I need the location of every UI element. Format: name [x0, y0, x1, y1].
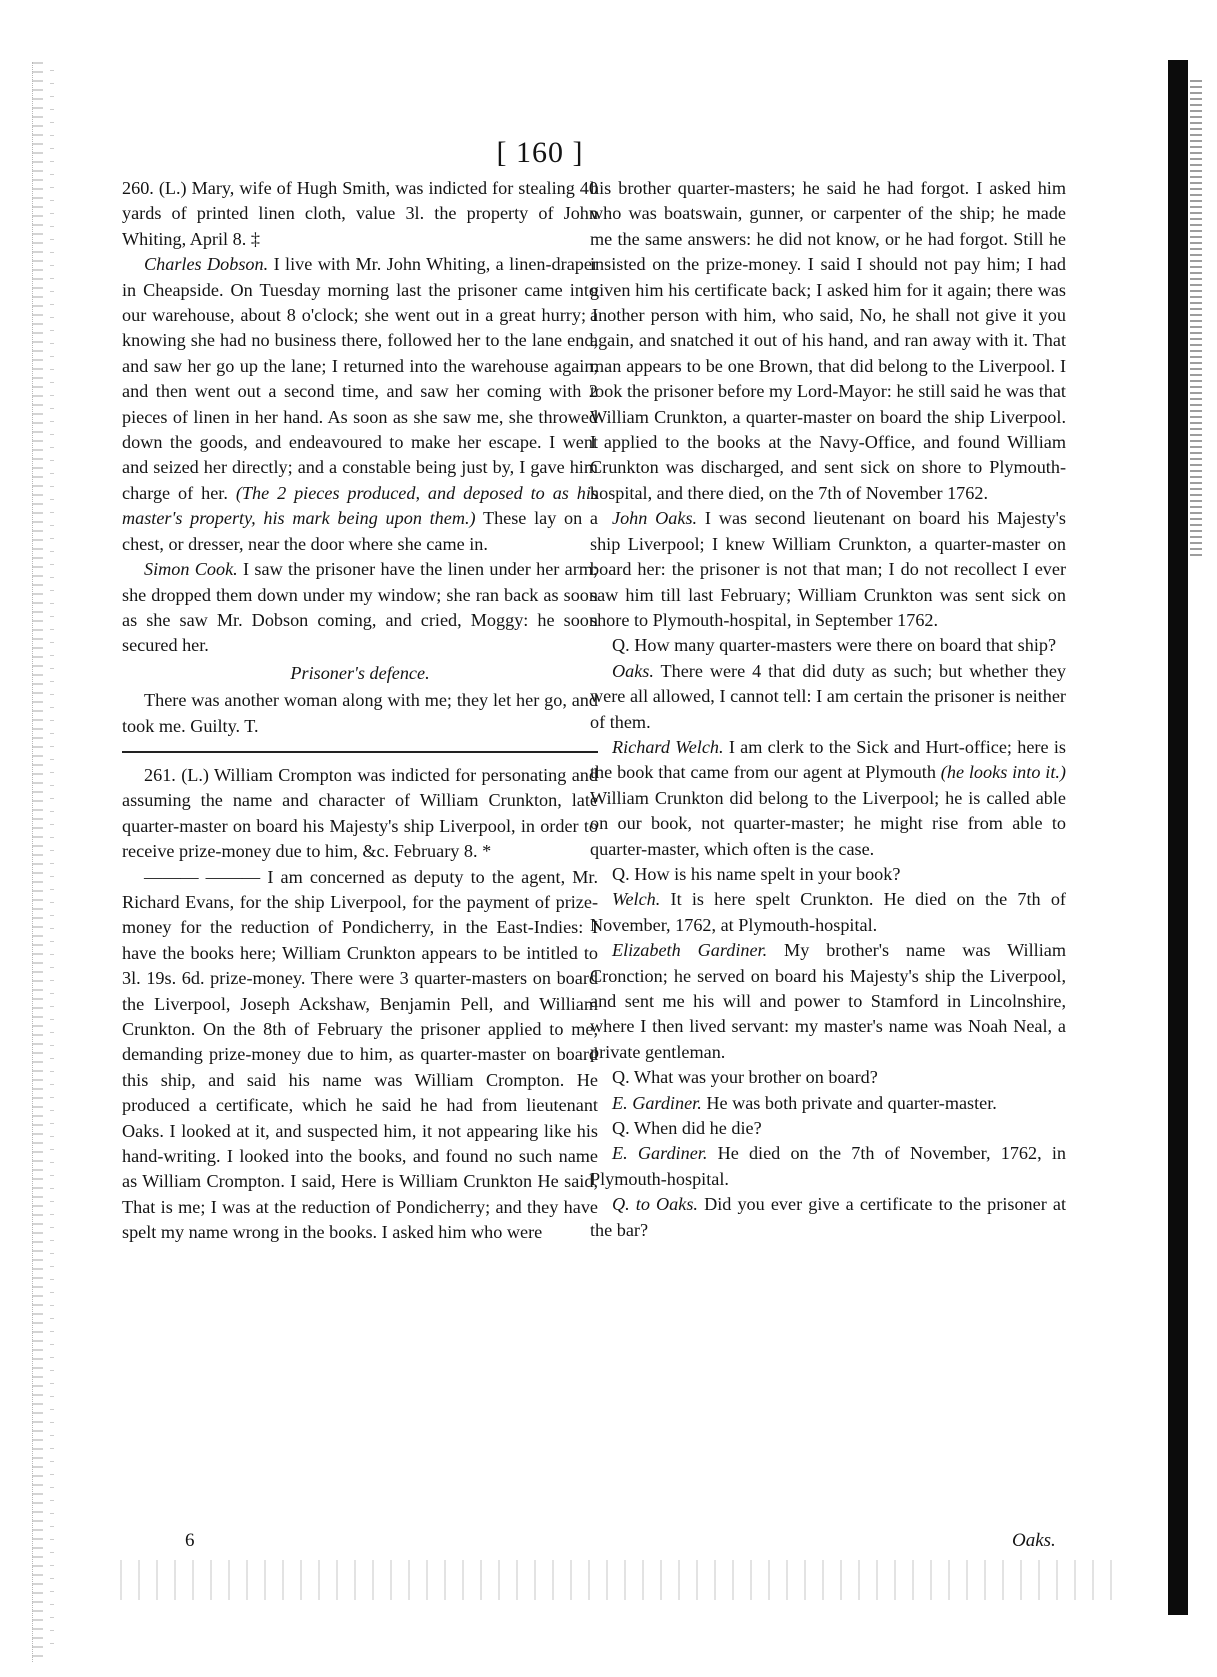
scan-gutter-noise [32, 62, 43, 1662]
defence-text: There was another woman along with me; they let her go, and took me. Guilty. T. [122, 690, 598, 736]
oaks-answer [590, 659, 1066, 735]
speaker-name: John Oaks. [612, 508, 698, 529]
welch-answer [590, 887, 1066, 938]
case-divider [122, 751, 598, 753]
catchword: Oaks. [1012, 1530, 1056, 1551]
scan-bottom-noise [120, 1560, 1120, 1600]
binding-shadow [1168, 60, 1188, 1615]
scan-gutter-noise-inner [50, 70, 54, 1650]
dobson-testimony [122, 252, 598, 557]
testimony-text: He was both private and quarter-master. [701, 1092, 997, 1113]
page-number: [ 160 ] [496, 136, 584, 169]
speaker-name: Richard Welch. [612, 736, 724, 757]
question [590, 1192, 1066, 1243]
case-260-intro: 260. (L.) Mary, wife of Hugh Smith, was indicted for stealing 40 yards of printed linen cloth, value 3l. the property of John Whiting, April 8. ‡ [122, 178, 598, 249]
speaker-name: E. Gardiner. [612, 1143, 708, 1164]
signature-mark: 6 [185, 1530, 195, 1551]
evans-testimony-cont: his brother quarter-masters; he said he had forgot. I asked him who was boatswain, gunner, or carpenter of the ship; he made me the same answers: he did not know, or he had forgot. Still he insisted on the prize-money. I said I should not pay him; I had given him his certificate back; I asked him for it again; there was another person with him, who said, No, he shall not give it you again, and snatched it out of his hand, and ran away with it. That man appears to be one Brown, that did belong to the Liverpool. I took the prisoner before my Lord-Mayor: he still said he was that William Crunkton, a quarter-master on board the ship Liverpool. I applied to the books at the Navy-Office, and found William Crunkton was discharged, and sent sick on shore to Plymouth-hospital, and there died, on the 7th of November 1762. [590, 178, 1066, 503]
speaker-name: E. Gardiner. [612, 1092, 702, 1113]
case-261-intro: 261. (L.) William Crompton was indicted for personating and assuming the name and character of William Crunkton, late quarter-master on board his Majesty's ship Liverpool, in order to receive prize-money due to him, &c. February 8. * [122, 764, 598, 862]
testimony-text: There were 4 that did duty as such; but whether they were all allowed, I cannot tell: I am certain the prisoner is neither of them. [590, 660, 1066, 732]
cook-testimony [122, 557, 598, 659]
court-aside: (The 2 pieces produced, and deposed to as his master's property, his mark being upon them.) [122, 482, 599, 529]
oaks-testimony [590, 506, 1066, 633]
testimony-text: He died on the 7th of November, 1762, in Plymouth-hospital. [590, 1143, 1066, 1189]
testimony-text: These lay on a chest, or dresser, near the door where she came in. [122, 508, 598, 554]
question-prefix: Q. to Oaks. [612, 1194, 698, 1215]
speaker-name: Oaks. [612, 660, 654, 681]
question: Q. How is his name spelt in your book? [612, 863, 901, 884]
defence-heading: Prisoner's defence. [290, 662, 430, 683]
speaker-name: Elizabeth Gardiner. [612, 940, 768, 961]
testimony-text: It is here spelt Crunkton. He died on the 7th of November, 1762, at Plymouth-hospital. [590, 889, 1066, 935]
question: Q. When did he die? [612, 1118, 762, 1139]
evans-testimony: ——— ——— I am concerned as deputy to the agent, Mr. Richard Evans, for the ship Liverpool, for the payment of prize-money for the reduction of Pondicherry, in the East-Indies: I have the books here; William Crunkton appears to be intitled to 3l. 19s. 6d. prize-money. There were 3 quarter-masters on board the Liverpool, Joseph Ackshaw, Benjamin Pell, and William Crunkton. On the 8th of February the prisoner applied to me, demanding prize-money due to him, as quarter-master on board this ship, and said his name was William Crompton. He produced a certificate, which he said he had from lieutenant Oaks. I looked at it, and suspected him, it not appearing like his hand-writing. I looked into the books, and found no such name as William Crompton. I said, Here is William Crunkton He said, That is me; I was at the reduction of Pondicherry; and they have spelt my name wrong in the books. I asked him who were [122, 866, 598, 1243]
speaker-name: Welch. [612, 889, 661, 910]
speaker-name: Charles Dobson. [144, 254, 269, 275]
question: Q. How many quarter-masters were there on board that ship? [612, 635, 1057, 656]
testimony-text: William Crunkton did belong to the Liverpool; he is called able on our book, not quarter-master; he might rise from able to quarter-master, which often is the case. [590, 787, 1066, 859]
left-column [122, 176, 598, 1246]
testimony-text: I live with Mr. John Whiting, a linen-draper in Cheapside. On Tuesday morning last the prisoner came into our warehouse, about 8 o'clock; she went out in a great hurry; I knowing she had no business there, followed her to the lane end, and saw her go up the lane; I returned into the warehouse again, and then went out a second time, and saw her coming with 2 pieces of linen in her hand. As soon as she saw me, she throwed down the goods, and endeavoured to make her escape. I went and seized her directly; and a constable being just by, I gave him charge of her. [122, 254, 599, 503]
gardiner-answer [590, 1141, 1066, 1192]
welch-testimony [590, 735, 1066, 862]
court-aside: (he looks into it.) [940, 762, 1066, 783]
testimony-text: I saw the prisoner have the linen under her arm; she dropped them down under my window; she ran back as soon as she saw Mr. Dobson coming, and cried, Moggy: he soon secured her. [122, 559, 598, 656]
right-column [590, 176, 1066, 1243]
speaker-name: Simon Cook. [144, 559, 238, 580]
testimony-text: My brother's name was William Cronction; he served on board his Majesty's ship the Liverpool, and sent me his will and power to Stamford in Lincolnshire, where I then lived servant: my master's name was Noah Neal, a private gentleman. [590, 940, 1066, 1062]
question-text: Did you ever give a certificate to the prisoner at the bar? [590, 1194, 1066, 1240]
gardiner-testimony [590, 938, 1066, 1065]
question: Q. What was your brother on board? [612, 1067, 878, 1088]
gardiner-answer [590, 1091, 1066, 1116]
testimony-text: I am clerk to the Sick and Hurt-office; here is the book that came from our agent at Plymouth [590, 736, 1066, 783]
binding-edge-noise [1190, 80, 1202, 560]
testimony-text: I was second lieutenant on board his Majesty's ship Liverpool; I knew William Crunkton, a quarter-master on board her: the prisoner is not that man; I do not recollect I ever saw him till last February; William Crunkton was sent sick on shore to Plymouth-hospital, in September 1762. [590, 508, 1067, 630]
